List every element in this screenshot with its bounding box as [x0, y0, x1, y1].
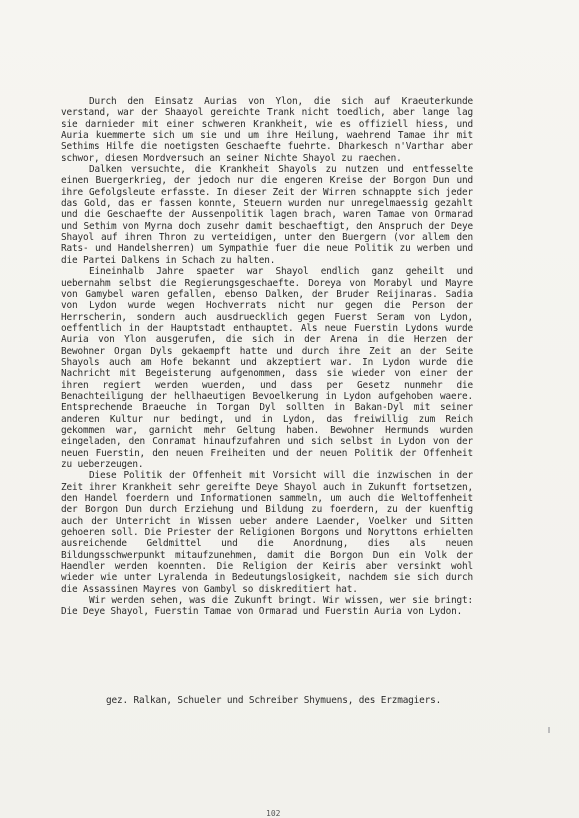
paragraph-1: Durch den Einsatz Aurias von Ylon, die sich auf Kraeuterkunde verstand, war der Shaayol gereichte Trank nicht toedlich, aber lange lag sie darnieder mit einer schweren Krankheit, wie es offiziell hiess, und Auria kuemmerte sich um sie und um ihre Heilung, waehrend Tamae ihr mit Sethims Hilfe die noetigsten Geschaefte fuehrte. Dharkesch n'Varthar aber schwor, diesen Mordversuch an seiner Nichte Shayol zu raechen. — [61, 96, 473, 164]
paragraph-4: Diese Politik der Offenheit mit Vorsicht will die inzwischen in der Zeit ihrer Krankheit sehr gereifte Deye Shayol auch in Zukunft fortsetzen, den Handel foerdern und Informationen sammeln, um auch die Weltoffenheit der Borgon Dun durch Erziehung und Bildung zu foerdern, zu der kuenftig auch der Unterricht in Wissen ueber andere Laender, Voelker und Sitten gehoeren soll. Die Priester der Religionen Borgons und Noryttons erhielten ausreichende Geldmittel und die Anordnung, dies als neuen Bildungsschwerpunkt mitaufzunehmen, damit die Borgon Dun ein Volk der Haendler werden koennten. Die Religion der Keiris aber versinkt wohl wieder wie unter Lyralenda in Bedeutungslosigkeit, nachdem sie sich durch die Assassinen Mayres von Gambyl so diskreditiert hat. — [61, 470, 473, 595]
paragraph-5: Wir werden sehen, was die Zukunft bringt. Wir wissen, wer sie bringt: Die Deye Shayol, Fuerstin Tamae von Ormarad und Fuerstin Auria von Lydon. — [61, 595, 473, 618]
paragraph-2: Dalken versuchte, die Krankheit Shayols zu nutzen und entfesselte einen Buergerkrieg, der jedoch nur die engeren Kreise der Borgon Dun und ihre Gefolgsleute erfasste. In dieser Zeit der Wirren schnappte sich jeder das Gold, das er fassen konnte, Steuern wurden nur unregelmaessig gezahlt und die Geschaefte der Aussenpolitik lagen brach, waren Tamae von Ormarad und Sethim von Myrna doch zusehr damit beschaeftigt, den Anspruch der Deye Shayol auf ihren Thron zu verteidigen, unter den Buergern (vor allem den Rats- und Handelsherren) um Sympathie fuer die neue Politik zu werben und die Partei Dalkens in Schach zu halten. — [61, 164, 473, 266]
page-number: 102 — [266, 809, 281, 818]
signature-line: gez. Ralkan, Schueler und Schreiber Shymuens, des Erzmagiers. — [106, 695, 442, 706]
paragraph-3: Eineinhalb Jahre spaeter war Shayol endlich ganz geheilt und uebernahm selbst die Regierungsgeschaefte. Doreya von Morabyl und Mayre von Gamybel waren gefallen, ebenso Dalken, der Bruder Reijinaras. Sadia von Lydon wurde wegen Hochverrats nicht nur gegen die Person der Herrscherin, sondern auch ausdruecklich gegen Fuerst Seram von Lydon, oeffentlich in der Hauptstadt enthauptet. Als neue Fuerstin Lydons wurde Auria von Ylon ausgerufen, die sich in der Arena in die Herzen der Bewohner Organ Dyls gekaempft hatte und durch ihre Zeit an der Seite Shayols auch am Hofe bekannt und akzeptiert war. In Lydon wurde die Nachricht mit Begeisterung aufgenommen, dass sie wieder von einer der ihren regiert werden wuerden, und dass per Gesetz nunmehr die Benachteiligung der hellhaeutigen Bevoelkerung in Lydon aufgehoben waere. Entsprechende Braeuche in Torgan Dyl sollten in Bakan-Dyl mit seiner anderen Kultur nur bedingt, und in Lydon, das freiwillig zum Reich gekommen war, garnicht mehr Geltung haben. Bewohner Hermunds wurden eingeladen, den Conramat hinaufzufahren und sich selbst in Lydon von der neuen Fuerstin, den neuen Freiheiten und der neuen Politik der Offenheit zu ueberzeugen. — [61, 266, 473, 470]
body-text — [61, 96, 473, 618]
margin-mark — [548, 727, 550, 733]
